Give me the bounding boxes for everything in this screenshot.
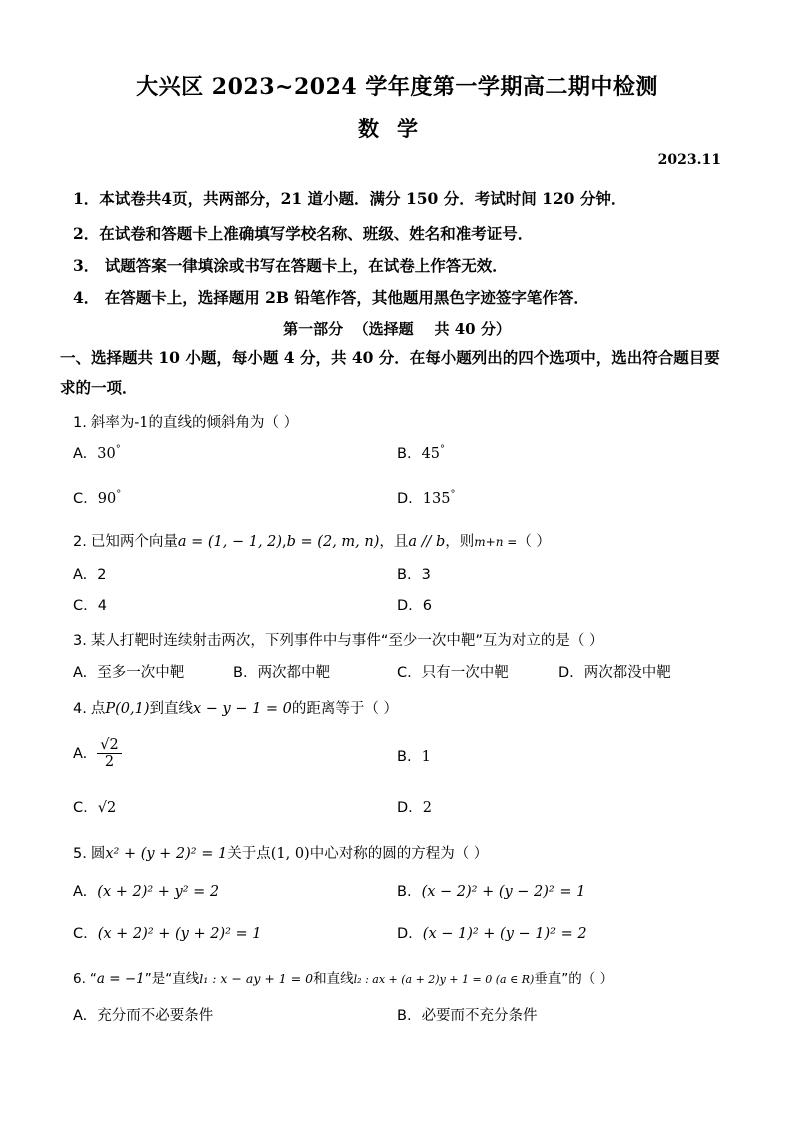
q3-option-b (233, 661, 330, 682)
q4-option-d (397, 800, 432, 816)
instruction-2 (73, 222, 533, 244)
sum-expression: m+n = (474, 535, 518, 549)
stem-text: 的直线的倾斜角为（ ） (148, 415, 299, 431)
question-6-stem (73, 967, 613, 987)
option-value: (x − 1)² + (y − 1)² = 2 (422, 926, 587, 942)
subject-title: 数学 (358, 116, 436, 141)
stem-text: ，且 (379, 534, 409, 550)
question-2-stem (73, 530, 551, 551)
option-value: 必要而不充分条件 (421, 1008, 538, 1024)
stem-text: 垂直”的（ ） (534, 971, 614, 987)
q4-option-b (397, 749, 431, 765)
option-label: A. (73, 745, 88, 762)
option-value: 2 (97, 567, 107, 583)
option-label: B. (397, 884, 412, 900)
stem-text: 的距离等于（ ） (291, 701, 399, 717)
q5-option-b (397, 884, 585, 900)
q4-option-a (73, 737, 122, 770)
option-label: A. (73, 665, 88, 681)
option-value: 90 (97, 490, 117, 507)
instruction-number: 3． (73, 256, 100, 275)
separator: , (282, 534, 287, 550)
degree-symbol: ° (440, 444, 446, 455)
q1-option-c (73, 489, 121, 507)
stem-text: 中心对称的圆的方程为（ ） (309, 846, 489, 862)
question-number: 1. (73, 415, 87, 431)
exam-title: 大兴区 2023~2024 学年度第一学期高二期中检测 (136, 74, 658, 100)
stem-text: 点 (90, 701, 106, 717)
degree-symbol: ° (115, 444, 121, 455)
option-value: 45 (421, 445, 441, 462)
option-value: 30 (97, 445, 116, 462)
quote-open: “ (89, 971, 97, 987)
q6-option-a (73, 1004, 213, 1025)
question-number: 6. (73, 971, 86, 987)
question-number: 2. (73, 534, 87, 550)
option-label: A. (73, 445, 88, 462)
option-label: D. (397, 800, 413, 816)
question-3-stem (73, 629, 603, 650)
option-label: A. (73, 884, 88, 900)
stem-text: ”是“直线 (144, 971, 200, 987)
parallel-condition: a // b (408, 534, 446, 550)
point-p: P(0,1) (105, 701, 150, 717)
exam-date: 2023.11 (657, 152, 721, 168)
instruction-text: 试题答案一律填涂或书写在答题卡上，在试卷上作答无效． (99, 256, 508, 275)
option-label: C. (73, 800, 88, 816)
stem-text: 已知两个向量 (90, 534, 178, 550)
instruction-number: 2． (73, 224, 100, 243)
option-value: 2 (422, 800, 433, 816)
option-value: 135 (422, 490, 451, 507)
option-label: B. (397, 749, 412, 765)
stem-text: 斜率为 (90, 415, 135, 431)
option-label: D. (558, 665, 574, 681)
option-label: B. (397, 567, 412, 583)
instruction-text: 本试卷共4页，共两部分，21 道小题．满分 150 分．考试时间 120 分钟． (99, 189, 627, 208)
q5-option-d (397, 926, 587, 942)
vector-b: b = (2, m, n) (286, 534, 380, 550)
condition: a = −1 (96, 971, 145, 987)
question-4-stem (73, 697, 398, 718)
instruction-text: 在答题卡上，选择题用 2B 铅笔作答，其他题用黑色字迹签字笔作答． (99, 288, 589, 307)
stem-text: 和直线 (313, 971, 354, 987)
q1-option-b (397, 444, 445, 462)
q5-option-a (73, 884, 219, 900)
option-label: B. (397, 445, 412, 462)
stem-text: 关于点 (227, 846, 271, 862)
section-heading: 一、选择题共 10 小题，每小题 4 分，共 40 分．在每小题列出的四个选项中，选出符合题目要求的一项． (60, 348, 720, 397)
part-one-title: 第一部分 （选择题 共 40 分） (283, 320, 511, 338)
option-value: 4 (97, 598, 107, 614)
q2-option-b (397, 567, 431, 583)
instruction-4 (73, 286, 589, 308)
option-value: 两次都没中靶 (583, 665, 671, 681)
option-value: √2 (97, 800, 117, 816)
question-5-stem (73, 842, 488, 863)
circle-equation: x² + (y + 2)² = 1 (105, 846, 228, 862)
q3-option-c (397, 661, 509, 682)
line-l1: l₁ : x − ay + 1 = 0 (199, 971, 314, 986)
option-label: B. (233, 665, 248, 681)
option-value: 只有一次中靶 (421, 665, 509, 681)
instruction-number: 4． (73, 288, 100, 307)
degree-symbol: ° (116, 489, 122, 500)
option-label: C. (73, 926, 88, 942)
q4-option-c (73, 800, 116, 816)
option-label: C. (73, 490, 88, 507)
option-label: B. (397, 1008, 412, 1024)
option-value: 至多一次中靶 (97, 665, 185, 681)
option-value: 3 (421, 567, 431, 583)
stem-text: 圆 (90, 846, 106, 862)
stem-text: 到直线 (149, 701, 193, 717)
q6-option-b (397, 1004, 538, 1025)
line-equation: x − y − 1 = 0 (192, 701, 292, 717)
q1-option-d (397, 489, 455, 507)
q2-option-a (73, 567, 107, 583)
option-label: D. (397, 490, 413, 507)
q3-option-d (558, 661, 671, 682)
option-value: 两次都中靶 (257, 665, 331, 681)
q2-option-d (397, 598, 432, 614)
instruction-text: 在试卷和答题卡上准确填写学校名称、班级、姓名和准考证号． (99, 224, 534, 243)
q1-option-a (73, 444, 121, 462)
option-value: (x − 2)² + (y − 2)² = 1 (421, 884, 586, 900)
instruction-3 (73, 254, 508, 276)
question-number: 3. (73, 633, 87, 649)
question-1-stem (73, 411, 298, 432)
option-label: D. (397, 598, 413, 614)
stem-text: 某人打靶时连续射击两次，下列事件中与事件“至少一次中靶”互为对立的是（ ） (90, 633, 604, 649)
stem-text: （ ） (517, 534, 551, 550)
option-label: D. (397, 926, 413, 942)
option-label: C. (397, 665, 412, 681)
fraction (97, 737, 121, 770)
q3-option-a (73, 661, 184, 682)
option-value: (x + 2)² + (y + 2)² = 1 (97, 926, 262, 942)
option-value: 1 (421, 749, 431, 765)
option-label: A. (73, 1008, 88, 1024)
q2-option-c (73, 598, 107, 614)
slope-value: -1 (134, 415, 149, 431)
center-point: (1, 0) (270, 846, 310, 862)
degree-symbol: ° (450, 489, 456, 500)
option-value: 充分而不必要条件 (97, 1008, 214, 1024)
vector-a: a = (1, − 1, 2) (177, 534, 283, 550)
instruction-number: 1． (73, 189, 100, 208)
option-value: (x + 2)² + y² = 2 (97, 884, 220, 900)
option-label: A. (73, 567, 88, 583)
fraction-numerator: √2 (97, 737, 121, 754)
instruction-1 (73, 187, 626, 209)
option-value: 6 (422, 598, 433, 614)
q5-option-c (73, 926, 262, 942)
question-number: 4. (73, 701, 87, 717)
question-number: 5. (73, 846, 87, 862)
stem-text: ，则 (445, 534, 475, 550)
line-l2: l₂ : ax + (a + 2)y + 1 = 0 (a ∈ R) (353, 973, 535, 986)
option-label: C. (73, 598, 88, 614)
fraction-denominator: 2 (104, 754, 115, 770)
